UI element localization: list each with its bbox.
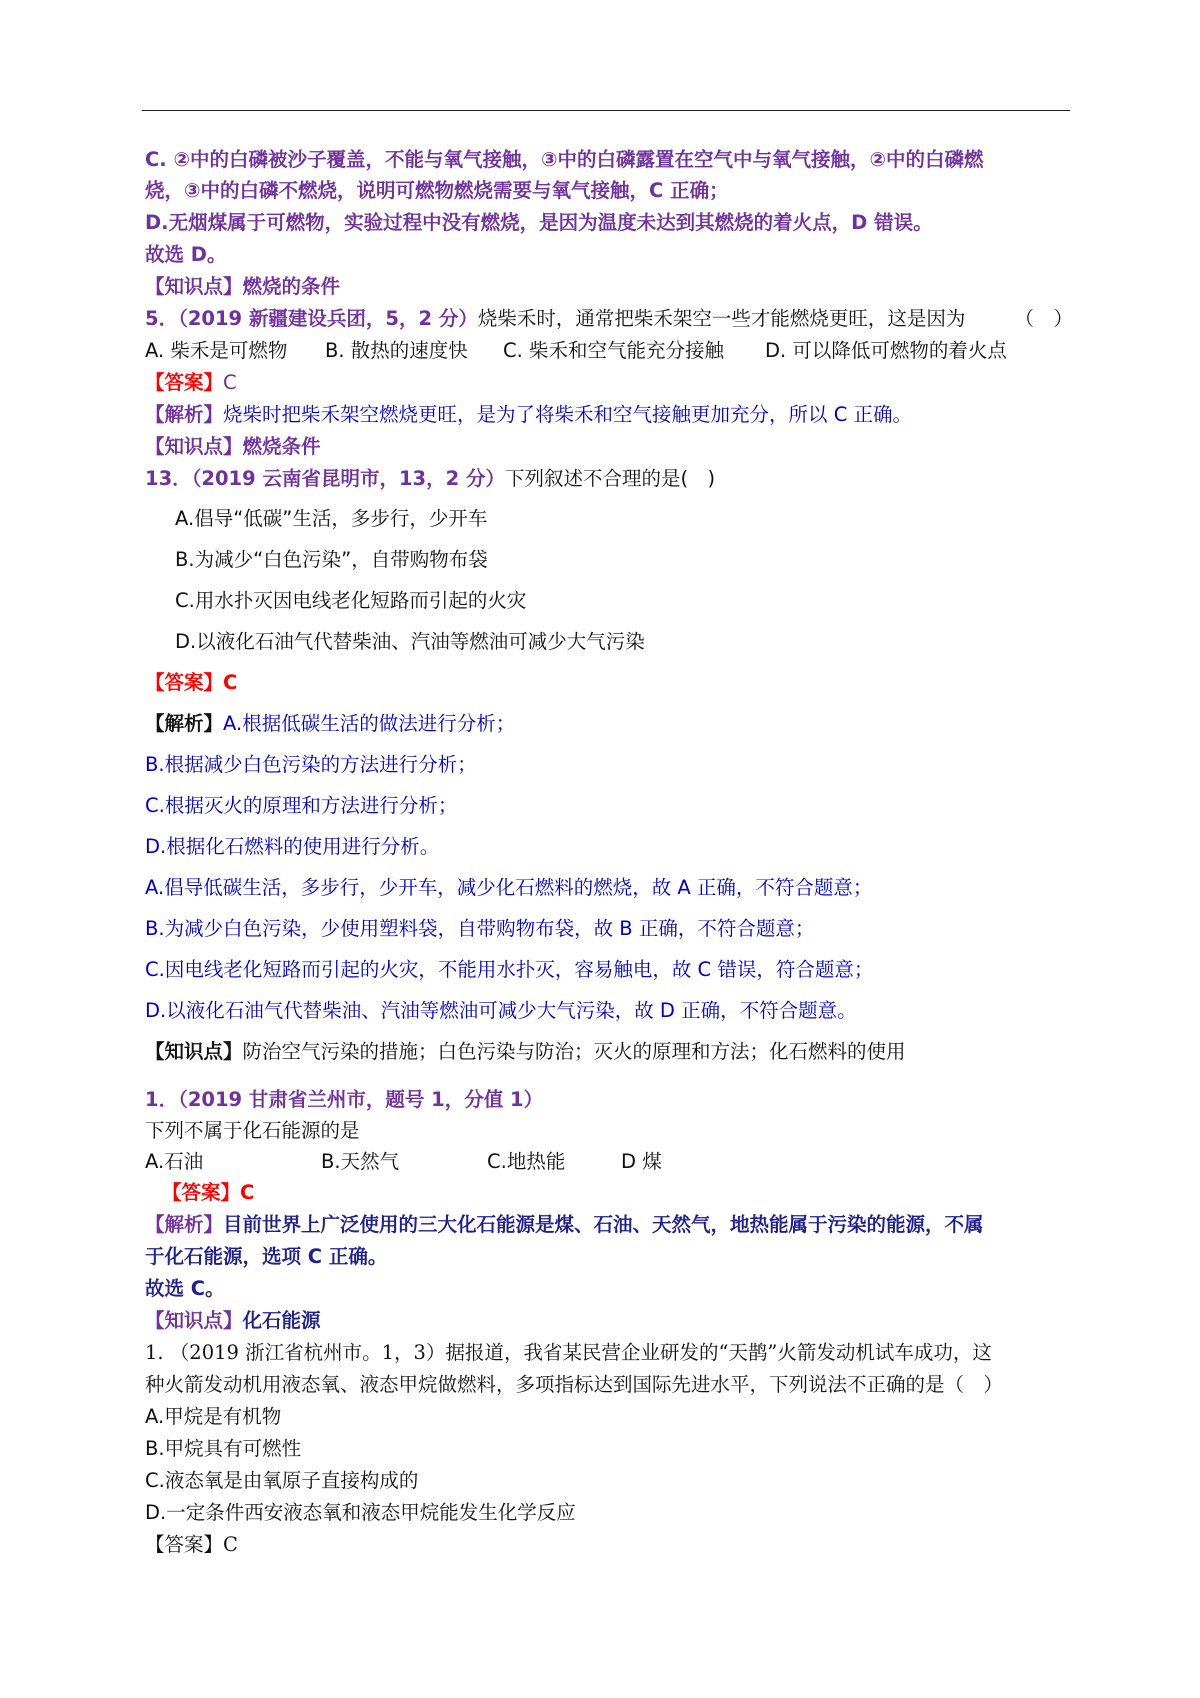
option-b: B.甲烷具有可燃性 <box>145 1437 302 1460</box>
option-a: A.石油 <box>145 1150 204 1173</box>
option-d: D 煤 <box>621 1150 662 1173</box>
header-rule <box>142 110 1070 111</box>
option-c: C.液态氧是由氧原子直接构成的 <box>145 1469 419 1492</box>
analysis-tag: 【解析】 <box>145 403 224 426</box>
question-text: 下列叙述不合理的是( ) <box>504 467 716 490</box>
option-c: C.用水扑灭因电线老化短路而引起的火灾 <box>175 589 527 612</box>
answer <box>162 1178 254 1208</box>
choose-answer: 故选 C。 <box>145 1277 225 1300</box>
option-a: A. 柴禾是可燃物 <box>145 339 288 362</box>
answer-paren: （ ） <box>1014 307 1073 330</box>
analysis-line-8: D.以液化石油气代替柴油、汽油等燃油可减少大气污染，故 D 正确，不符合题意。 <box>145 999 857 1022</box>
knowledge-text: 燃烧条件 <box>242 435 321 458</box>
knowledge-tag: 【知识点】 <box>145 1040 243 1063</box>
option-b: B.为减少“白色污染”，自带购物布袋 <box>175 548 488 571</box>
option-a: A.甲烷是有机物 <box>145 1405 282 1428</box>
analysis-line-2: B.根据减少白色污染的方法进行分析； <box>145 753 477 776</box>
knowledge-point <box>145 272 340 302</box>
option-d: D.一定条件西安液态氧和液态甲烷能发生化学反应 <box>145 1501 576 1524</box>
analysis-line-4: D.根据化石燃料的使用进行分析。 <box>145 835 440 858</box>
option-c: C. 柴禾和空气能充分接触 <box>503 339 725 362</box>
question-source: （2019 新疆建设兵团，5，2 分） <box>178 307 478 330</box>
question-1-options <box>145 1147 1025 1177</box>
knowledge-tag: 【知识点】 <box>145 435 243 458</box>
question-1-hangzhou-line-1: 1. （2019 浙江省杭州市。1，3）据报道，我省某民营企业研发的“天鹊”火箭发动机试车成功，这 <box>145 1341 992 1364</box>
question-1-hangzhou-line-2: 种火箭发动机用液态氧、液态甲烷做燃料，多项指标达到国际先进水平，下列说法不正确的是（ ） <box>145 1373 1004 1396</box>
analysis-line-1 <box>145 1210 984 1240</box>
knowledge-text: 化石能源 <box>242 1309 321 1332</box>
answer-value: C <box>223 671 238 694</box>
question-source: （2019 云南省昆明市，13，2 分） <box>191 467 505 490</box>
option-c: C.地热能 <box>487 1150 566 1173</box>
analysis-tag: 【解析】 <box>145 1213 224 1236</box>
question-5-stem <box>145 304 1073 334</box>
knowledge-text: 燃烧的条件 <box>242 275 341 298</box>
knowledge-point <box>145 1037 906 1067</box>
knowledge-point <box>145 432 321 462</box>
analysis <box>145 400 912 430</box>
question-5-options <box>145 336 1025 366</box>
answer-tag: 【答案】 <box>145 671 224 694</box>
question-13-stem <box>145 464 715 494</box>
answer-value: C <box>240 1181 255 1204</box>
analysis-text: A.根据低碳生活的做法进行分析； <box>223 712 516 735</box>
question-number: 5． <box>145 307 179 330</box>
analysis-line-5: A.倡导低碳生活，多步行，少开车，减少化石燃料的燃烧，故 A 正确，不符合题意； <box>145 876 873 899</box>
question-text: 烧柴禾时，通常把柴禾架空一些才能燃烧更旺，这是因为 <box>477 307 966 330</box>
answer <box>145 668 237 698</box>
option-b: B. 散热的速度快 <box>325 339 468 362</box>
question-1-lanzhou-header <box>145 1085 543 1115</box>
question-text: 下列不属于化石能源的是 <box>145 1119 360 1142</box>
option-b: B.天然气 <box>321 1150 400 1173</box>
answer-tag: 【答案】 <box>162 1181 241 1204</box>
knowledge-tag: 【知识点】 <box>145 275 243 298</box>
knowledge-point <box>145 1306 321 1336</box>
analysis-line-2: 于化石能源，选项 C 正确。 <box>145 1245 388 1268</box>
choose-answer: 故选 D。 <box>145 243 227 266</box>
analysis-tag: 【解析】 <box>145 712 224 735</box>
analysis-line-3: C.根据灭火的原理和方法进行分析； <box>145 794 458 817</box>
analysis-line-6: B.为减少白色污染，少使用塑料袋，自带购物布袋，故 B 正确，不符合题意； <box>145 917 815 940</box>
question-source: （2019 甘肃省兰州市，题号 1，分值 1） <box>178 1088 544 1111</box>
analysis-line-d: D.无烟煤属于可燃物，实验过程中没有燃烧，是因为温度未达到其燃烧的着火点，D 错误。 <box>145 211 933 234</box>
option-d: D.以液化石油气代替柴油、汽油等燃油可减少大气污染 <box>175 630 645 653</box>
answer-value: C <box>223 371 237 394</box>
answer <box>145 368 237 398</box>
analysis-line-c2: 烧，③中的白磷不燃烧，说明可燃物燃烧需要与氧气接触，C 正确； <box>145 179 729 202</box>
question-number: 13． <box>145 467 192 490</box>
analysis-line-7: C.因电线老化短路而引起的火灾，不能用水扑灭，容易触电，故 C 错误，符合题意； <box>145 958 874 981</box>
knowledge-tag: 【知识点】 <box>145 1309 243 1332</box>
analysis-text: 目前世界上广泛使用的三大化石能源是煤、石油、天然气，地热能属于污染的能源，不属 <box>223 1213 984 1236</box>
answer-tag: 【答案】 <box>145 1533 224 1556</box>
option-a: A.倡导“低碳”生活，多步行，少开车 <box>175 507 488 530</box>
question-number: 1． <box>145 1088 179 1111</box>
analysis-line-c1: C. ②中的白磷被沙子覆盖，不能与氧气接触，③中的白磷露置在空气中与氧气接触，②中的白磷燃 <box>145 148 984 171</box>
answer-value: C <box>223 1533 238 1556</box>
option-d: D. 可以降低可燃物的着火点 <box>765 339 1007 362</box>
analysis-text: 烧柴时把柴禾架空燃烧更旺，是为了将柴禾和空气接触更加充分，所以 C 正确。 <box>223 403 913 426</box>
analysis-line-1 <box>145 709 515 739</box>
answer-tag: 【答案】 <box>145 371 224 394</box>
answer <box>145 1530 238 1560</box>
knowledge-text: 防治空气污染的措施；白色污染与防治；灭火的原理和方法；化石燃料的使用 <box>242 1040 906 1063</box>
